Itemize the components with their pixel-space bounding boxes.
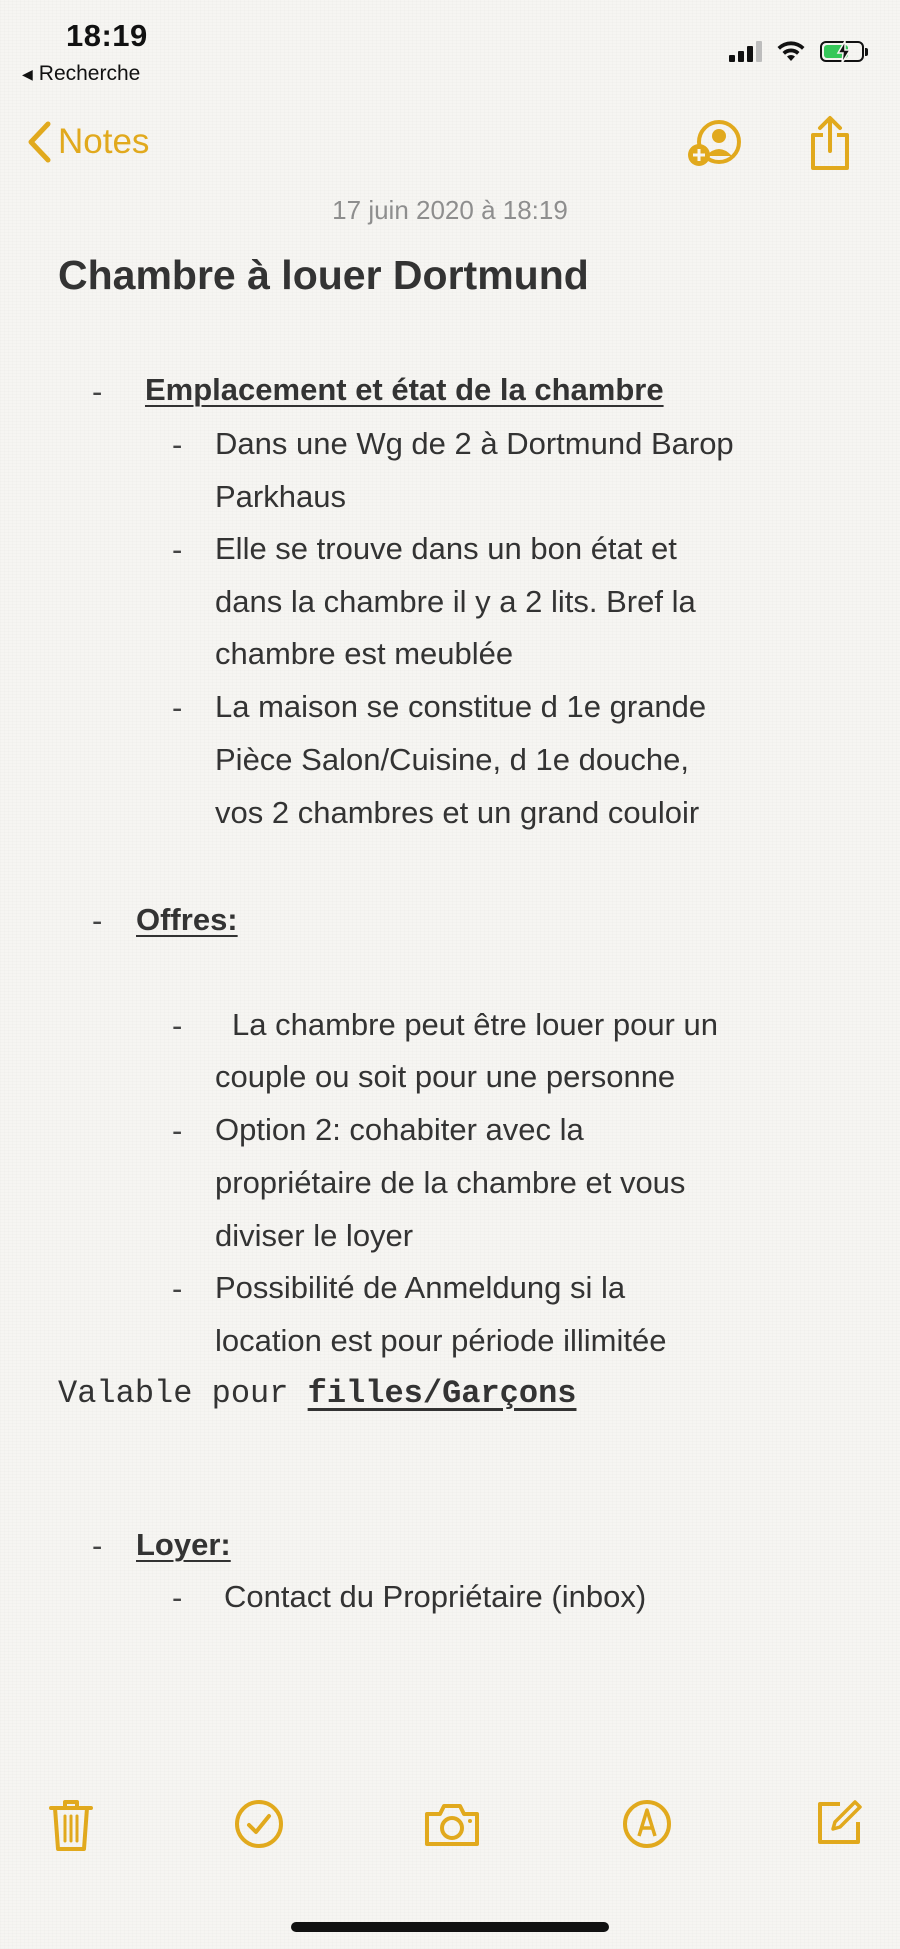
validity-line[interactable] — [58, 1375, 577, 1412]
notes-back-button[interactable] — [26, 120, 149, 164]
signal-icon — [729, 40, 762, 62]
bullet-dash: - — [172, 1271, 183, 1306]
note-line[interactable]: couple ou soit pour une personne — [215, 1059, 676, 1094]
note-title[interactable]: Chambre à louer Dortmund — [58, 252, 589, 298]
bullet-dash: - — [172, 690, 183, 725]
bullet-dash: - — [92, 374, 103, 409]
note-line[interactable]: Possibilité de Anmeldung si la — [215, 1270, 626, 1305]
battery-icon — [820, 41, 864, 62]
camera-icon[interactable] — [423, 1802, 481, 1848]
note-line[interactable]: propriétaire de la chambre et vous — [215, 1165, 686, 1200]
bullet-dash: - — [172, 532, 183, 567]
bullet-dash: - — [172, 1008, 183, 1043]
note-line[interactable]: Option 2: cohabiter avec la — [215, 1112, 584, 1147]
note-line[interactable]: Parkhaus — [215, 479, 346, 514]
back-triangle-icon: ◀ — [22, 65, 33, 82]
section-heading-loyer[interactable]: Loyer: — [136, 1527, 231, 1562]
bullet-dash: - — [172, 1113, 183, 1148]
notes-back-label: Notes — [58, 122, 150, 161]
note-date: 17 juin 2020 à 18:19 — [332, 195, 568, 225]
validity-value: filles/Garçons — [307, 1375, 577, 1412]
status-back-link[interactable] — [22, 62, 140, 86]
add-person-icon[interactable] — [685, 118, 747, 170]
note-line[interactable]: dans la chambre il y a 2 lits. Bref la — [215, 584, 696, 619]
status-back-label: Recherche — [38, 62, 141, 85]
note-line[interactable]: diviser le loyer — [215, 1218, 414, 1253]
note-line[interactable]: La maison se constitue d 1e grande — [215, 689, 707, 724]
note-line[interactable]: La chambre peut être louer pour un — [232, 1007, 718, 1042]
status-indicators — [729, 40, 864, 62]
note-line[interactable]: Elle se trouve dans un bon état et — [215, 531, 677, 566]
note-line[interactable]: Dans une Wg de 2 à Dortmund Barop — [215, 426, 734, 461]
trash-icon[interactable] — [48, 1798, 94, 1852]
wifi-icon — [776, 40, 806, 62]
note-line[interactable]: Contact du Propriétaire (inbox) — [224, 1579, 647, 1614]
charging-bolt-icon — [835, 40, 853, 64]
note-line[interactable]: vos 2 chambres et un grand couloir — [215, 795, 700, 830]
markup-icon[interactable] — [621, 1798, 673, 1850]
checklist-icon[interactable] — [233, 1798, 285, 1850]
section-heading-emplacement[interactable]: Emplacement et état de la chambre — [145, 372, 664, 407]
compose-icon[interactable] — [814, 1798, 864, 1848]
note-line[interactable]: chambre est meublée — [215, 636, 514, 671]
home-indicator[interactable] — [291, 1922, 609, 1932]
note-line[interactable]: Pièce Salon/Cuisine, d 1e douche, — [215, 742, 689, 777]
bullet-dash: - — [172, 1580, 183, 1615]
validity-prefix: Valable pour — [58, 1375, 289, 1412]
section-heading-offres[interactable]: Offres: — [136, 902, 238, 937]
bullet-dash: - — [92, 1528, 103, 1563]
status-time: 18:19 — [66, 18, 148, 53]
bullet-dash: - — [172, 427, 183, 462]
share-icon[interactable] — [805, 115, 855, 171]
chevron-left-icon — [26, 120, 52, 164]
note-line[interactable]: location est pour période illimitée — [215, 1323, 667, 1358]
bullet-dash: - — [92, 903, 103, 938]
